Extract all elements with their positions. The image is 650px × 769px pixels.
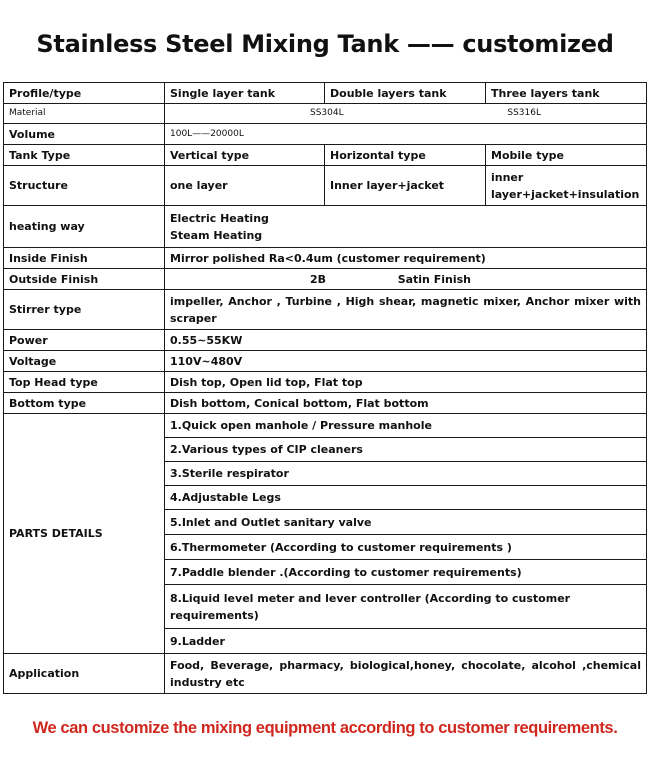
volume-value: 100L——20000L <box>165 124 647 145</box>
row-label-outside-finish: Outside Finish <box>4 269 165 290</box>
parts-item-7: 7.Paddle blender .(According to customer requirements) <box>165 560 647 585</box>
table-row-application <box>4 654 647 694</box>
tank-type-mobile: Mobile type <box>486 145 647 166</box>
heating-steam: Steam Heating <box>170 228 263 242</box>
material-ss304l: SS304L <box>310 108 344 118</box>
structure-insulation: inner layer+jacket+insulation <box>486 166 647 206</box>
parts-item-6: 6.Thermometer (According to customer requirements ) <box>165 535 647 560</box>
application-value: Food, Beverage, pharmacy, biological,honey, chocolate, alcohol ,chemical industry etc <box>165 654 647 694</box>
table-row-bottom <box>4 393 647 414</box>
structure-one-layer: one layer <box>165 166 325 206</box>
table-row-voltage <box>4 351 647 372</box>
spec-table <box>3 82 647 694</box>
table-row-heating <box>4 206 647 248</box>
parts-item-4: 4.Adjustable Legs <box>165 486 647 510</box>
table-row-stirrer <box>4 290 647 330</box>
tank-type-vertical: Vertical type <box>165 145 325 166</box>
table-row-tank-type <box>4 145 647 166</box>
row-label-profile: Profile/type <box>4 83 165 104</box>
row-label-stirrer: Stirrer type <box>4 290 165 330</box>
profile-three: Three layers tank <box>486 83 647 104</box>
structure-jacket: Inner layer+jacket <box>325 166 486 206</box>
table-row-outside-finish <box>4 269 647 290</box>
parts-item-3: 3.Sterile respirator <box>165 462 647 486</box>
table-row-power <box>4 330 647 351</box>
parts-item-8: 8.Liquid level meter and lever controller (According to customer requirements) <box>165 585 647 629</box>
row-label-heating: heating way <box>4 206 165 248</box>
stirrer-value: impeller, Anchor , Turbine , High shear, magnetic mixer, Anchor mixer with scraper <box>165 290 647 330</box>
table-row-inside-finish <box>4 248 647 269</box>
voltage-value: 110V~480V <box>165 351 647 372</box>
row-label-application: Application <box>4 654 165 694</box>
table-row-volume <box>4 124 647 145</box>
parts-item-2: 2.Various types of CIP cleaners <box>165 438 647 462</box>
profile-double: Double layers tank <box>325 83 486 104</box>
table-row-profile <box>4 83 647 104</box>
table-row-structure <box>4 166 647 206</box>
table-row-material <box>4 104 647 124</box>
table-row-top-head <box>4 372 647 393</box>
bottom-value: Dish bottom, Conical bottom, Flat bottom <box>165 393 647 414</box>
tank-type-horizontal: Horizontal type <box>325 145 486 166</box>
footer-note: We can customize the mixing equipment according to customer requirements. <box>32 719 618 737</box>
row-label-top-head: Top Head type <box>4 372 165 393</box>
parts-item-1: 1.Quick open manhole / Pressure manhole <box>165 414 647 438</box>
row-label-volume: Volume <box>4 124 165 145</box>
row-label-structure: Structure <box>4 166 165 206</box>
page-title: Stainless Steel Mixing Tank —— customized <box>36 30 614 58</box>
row-label-bottom: Bottom type <box>4 393 165 414</box>
heating-values <box>165 206 647 248</box>
row-label-inside-finish: Inside Finish <box>4 248 165 269</box>
power-value: 0.55~55KW <box>165 330 647 351</box>
material-values <box>165 104 647 124</box>
row-label-material: Material <box>4 104 165 124</box>
row-label-power: Power <box>4 330 165 351</box>
parts-item-5: 5.Inlet and Outlet sanitary valve <box>165 510 647 535</box>
material-ss316l: SS316L <box>507 108 541 118</box>
profile-single: Single layer tank <box>165 83 325 104</box>
outside-finish-satin: Satin Finish <box>397 272 471 286</box>
row-label-parts: PARTS DETAILS <box>4 414 165 654</box>
parts-item-9: 9.Ladder <box>165 629 647 654</box>
outside-finish-values <box>165 269 647 290</box>
outside-finish-2b: 2B <box>310 272 327 286</box>
row-label-tank-type: Tank Type <box>4 145 165 166</box>
table-row-parts <box>4 414 647 438</box>
inside-finish-value: Mirror polished Ra<0.4um (customer requirement) <box>165 248 647 269</box>
top-head-value: Dish top, Open lid top, Flat top <box>165 372 647 393</box>
heating-electric: Electric Heating <box>170 211 269 225</box>
row-label-voltage: Voltage <box>4 351 165 372</box>
